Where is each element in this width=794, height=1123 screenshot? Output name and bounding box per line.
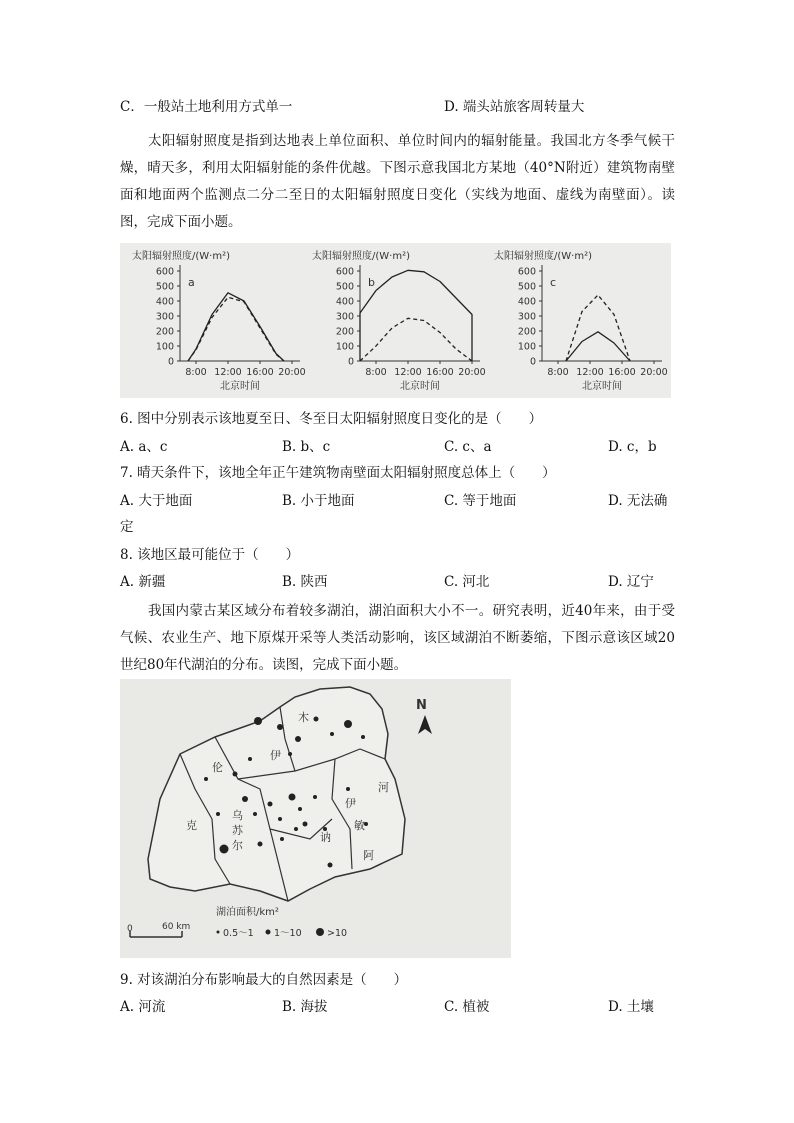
y-tick-label: 300 [335,311,354,323]
panel-label: a [188,276,195,289]
lake-distribution-map [120,679,511,958]
x-tick-label: 16:00 [246,367,274,378]
question-7-option-a: A. 大于地面 [120,493,193,509]
north-label: N [416,698,427,713]
x-tick-label: 12:00 [394,367,422,378]
x-tick-label: 12:00 [214,367,242,378]
question-6-option-d: D. c，b [608,439,657,455]
panel-label: b [368,276,375,289]
question-9-stem: 9. 对该湖泊分布影响最大的自然因素是（ ） [120,972,408,988]
option-c-previous: C．一般站土地利用方式单一 [120,99,293,115]
series-line-dashed [188,297,284,361]
region-outline [148,687,405,901]
y-tick-label: 400 [517,296,536,308]
map-label: 苏 [232,824,243,837]
map-label: 敏 [354,819,365,832]
y-tick-label: 100 [155,341,174,353]
map-label: 讷 [320,831,331,844]
x-tick-label: 16:00 [426,367,454,378]
question-7-option-d-wrap: 定 [120,519,134,535]
panel-label: c [550,276,557,289]
y-tick-label: 400 [155,296,174,308]
question-7-stem: 7. 晴天条件下，该地全年正午建筑物南壁面太阳辐射照度总体上（ ） [120,465,556,481]
y-tick-label: 200 [517,326,536,338]
question-7-option-c: C. 等于地面 [444,493,517,509]
y-tick-label: 0 [167,356,174,368]
legend-title: 湖泊面积/km² [216,907,279,918]
x-tick-label: 20:00 [640,367,668,378]
question-8-option-c: C. 河北 [444,574,490,590]
x-axis-label: 北京时间 [220,381,260,392]
y-axis-label: 太阳辐射照度/(W·m²) [312,251,410,262]
series-line-solid [188,293,284,361]
y-tick-label: 600 [517,266,536,278]
question-6-option-b: B. b、c [282,439,331,455]
y-tick-label: 400 [335,296,354,308]
map-label: 克 [186,819,197,832]
map-label: 阿 [363,849,374,862]
question-7-option-b: B. 小于地面 [282,493,355,509]
x-tick-label: 12:00 [576,367,604,378]
x-tick-label: 16:00 [608,367,636,378]
y-axis-label: 太阳辐射照度/(W·m²) [132,251,230,262]
legend-large: >10 [327,928,348,939]
scale-distance: 60 km [162,922,191,932]
question-6-option-a: A. a、c [120,439,168,455]
x-tick-label: 8:00 [185,367,207,378]
map-label: 尔 [232,839,243,852]
legend-small: 0.5～1 [223,928,254,939]
map-label: 伊 [345,797,356,810]
question-8-option-a: A. 新疆 [120,574,166,590]
option-d-previous: D. 端头站旅客周转量大 [444,99,585,115]
y-tick-label: 500 [155,281,174,293]
question-8-option-b: B. 陕西 [282,574,328,590]
x-axis-label: 北京时间 [400,381,440,392]
passage-lakes: 我国内蒙古某区域分布着较多湖泊，湖泊面积大小不一。研究表明，近40年来，由于受气候、农业生产、地下原煤开采等人类活动影响，该区域湖泊不断萎缩，下图示意该区域20世纪80年代湖泊的分布。读图，完成下面小题。 [120,603,675,673]
y-tick-label: 600 [155,266,174,278]
north-arrow-icon [418,715,432,734]
lake-map-svg [120,679,511,958]
x-tick-label: 8:00 [365,367,387,378]
series-line-solid [566,332,630,361]
scale-zero: 0 [127,924,133,934]
y-tick-label: 100 [335,341,354,353]
x-axis-label: 北京时间 [582,381,622,392]
x-tick-label: 20:00 [278,367,306,378]
y-tick-label: 100 [517,341,536,353]
y-tick-label: 0 [347,356,354,368]
x-tick-label: 8:00 [547,367,569,378]
question-9-option-d: D. 土壤 [608,999,654,1015]
map-label: 伦 [212,761,223,774]
question-6-stem: 6. 图中分别表示该地夏至日、冬至日太阳辐射照度日变化的是（ ） [120,411,543,427]
y-tick-label: 500 [335,281,354,293]
series-line-dashed [360,318,472,361]
y-axis-label: 太阳辐射照度/(W·m²) [494,251,592,262]
y-tick-label: 300 [155,311,174,323]
question-9-option-a: A. 河流 [120,999,166,1015]
y-tick-label: 200 [155,326,174,338]
y-tick-label: 200 [335,326,354,338]
map-label: 乌 [232,809,243,822]
y-tick-label: 500 [517,281,536,293]
solar-radiation-charts [120,243,671,398]
question-9-option-c: C. 植被 [444,999,490,1015]
legend-medium: 1～10 [274,928,302,939]
question-6-option-c: C. c、a [444,439,492,455]
x-tick-label: 20:00 [458,367,486,378]
y-tick-label: 0 [529,356,536,368]
passage-solar-radiation: 太阳辐射照度是指到达地表上单位面积、单位时间内的辐射能量。我国北方冬季气候干燥，晴天多，利用太阳辐射能的条件优越。下图示意我国北方某地（40°N附近）建筑物南壁面和地面两个监测点二分二至日的太阳辐射照度日变化（实线为地面、虚线为南壁面）。读图，完成下面小题。 [120,133,675,230]
question-9-option-b: B. 海拔 [282,999,328,1015]
solar-radiation-figure [120,243,671,398]
y-tick-label: 600 [335,266,354,278]
question-7-option-d: D. 无法确 [608,493,668,509]
map-label: 伊 [270,749,281,762]
question-8-option-d: D. 辽宁 [608,574,654,590]
question-8-stem: 8. 该地区最可能位于（ ） [120,547,300,563]
map-label: 木 [298,711,309,724]
y-tick-label: 300 [517,311,536,323]
map-label: 河 [378,781,389,794]
